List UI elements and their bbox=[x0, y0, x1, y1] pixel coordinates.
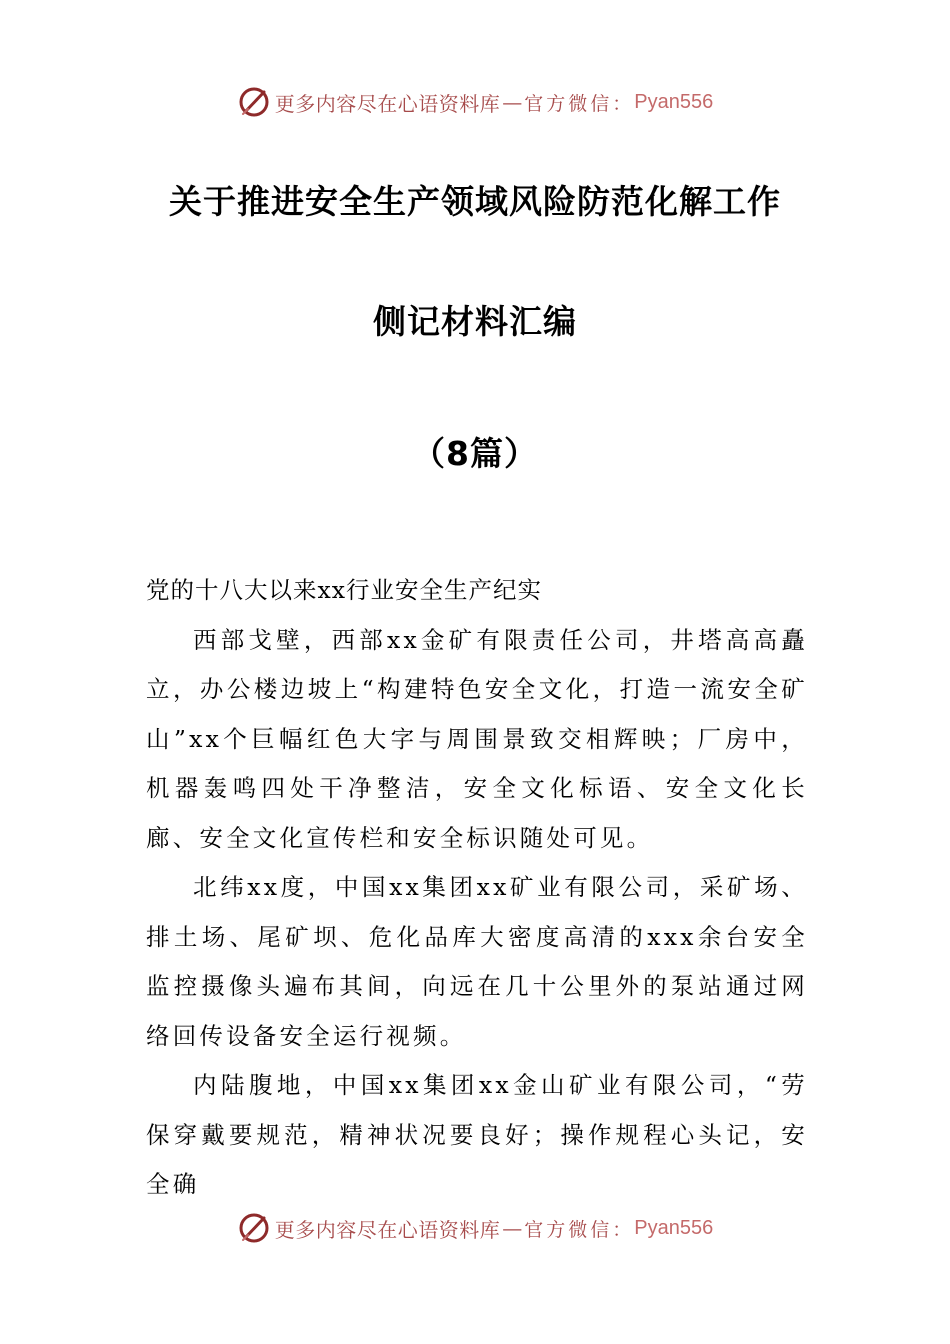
body-paragraph: 北纬xx度，中国xx集团xx矿业有限公司，采矿场、排土场、尾矿坝、危化品库大密度高清的xxx余台安全监控摄像头遍布其间，向远在几十公里外的泵站通过网络回传设备安全运行视频。 bbox=[146, 873, 808, 1050]
pen-circle-logo-icon bbox=[237, 1211, 271, 1245]
section-title: 党的十八大以来xx行业安全生产纪实 bbox=[146, 576, 543, 604]
watermark-separator: — bbox=[502, 90, 523, 114]
watermark-label: 官方微信： bbox=[524, 1218, 635, 1241]
body-paragraph: 内陆腹地，中国xx集团xx金山矿业有限公司，“劳保穿戴要规范，精神状况要良好；操作规程心头记，安全确 bbox=[146, 1071, 808, 1198]
pen-circle-logo-icon bbox=[237, 85, 271, 119]
watermark-wechat-id: Pyan556 bbox=[634, 1216, 714, 1239]
body-paragraph: 西部戈壁，西部xx金矿有限责任公司，井塔高高矗立，办公楼边坡上“构建特色安全文化，打造一流安全矿山”xx个巨幅红色大字与周围景致交相辉映；厂房中，机器轰鸣四处干净整洁，安全文化标语、安全文化长廊、安全文化宣传栏和安全标识随处可见。 bbox=[146, 625, 808, 852]
document-body bbox=[146, 566, 808, 1210]
watermark-separator: — bbox=[502, 1216, 523, 1240]
watermark-label: 官方微信： bbox=[524, 92, 635, 115]
document-title-line-1: 关于推进安全生产领域风险防范化解工作 bbox=[169, 182, 781, 221]
footer-watermark bbox=[0, 1208, 950, 1248]
watermark-text: 更多内容尽在心语资料库 bbox=[274, 91, 501, 116]
header-watermark bbox=[0, 82, 950, 122]
document-title-line-2: 侧记材料汇编 bbox=[373, 302, 577, 341]
watermark-wechat-id: Pyan556 bbox=[634, 90, 714, 113]
document-title-count: （8篇） bbox=[412, 434, 538, 473]
watermark-text: 更多内容尽在心语资料库 bbox=[274, 1217, 501, 1242]
